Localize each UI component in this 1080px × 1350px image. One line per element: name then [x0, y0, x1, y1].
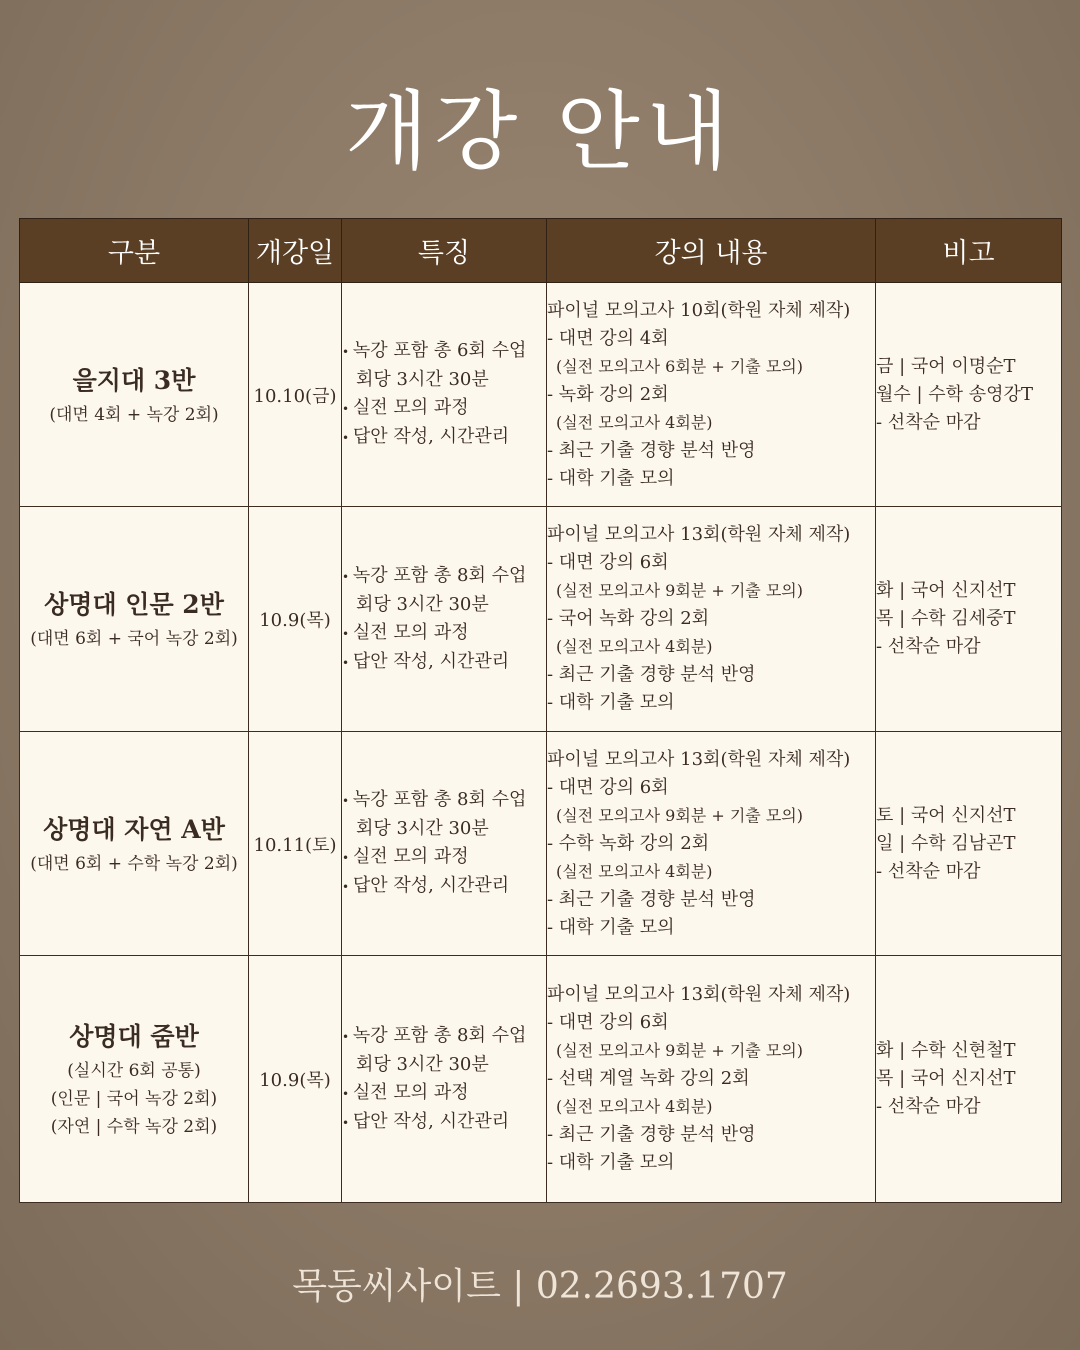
cell-notes [876, 732, 1062, 956]
footer-contact: 목동씨사이트 | 02.2693.1707 [292, 1266, 788, 1307]
note-line: 토 | 국어 신지선T [876, 804, 1016, 826]
content-line: - 대학 기출 모의 [547, 692, 675, 713]
content-line: - 최근 기출 경향 분석 반영 [547, 664, 756, 685]
class-composition: (인문 | 국어 녹강 2회) [50, 1089, 218, 1109]
content-line: - 최근 기출 경향 분석 반영 [547, 439, 756, 461]
content-line: (실전 모의고사 4회분) [556, 637, 713, 656]
class-composition: (대면 6회 + 국어 녹강 2회) [30, 629, 238, 649]
note-line: 화 | 수학 신현철T [876, 1040, 1016, 1061]
feature-text: 회당 3시간 30분 [356, 818, 489, 839]
cell-notes [876, 283, 1062, 507]
feature-item [342, 562, 546, 591]
feature-text: 실전 모의 과정 [352, 1081, 469, 1103]
feature-text: 답안 작성, 시간관리 [352, 875, 510, 896]
feature-item [342, 648, 546, 677]
bullet-icon: • [342, 851, 353, 865]
feature-item [342, 872, 546, 901]
feature-text: 회당 3시간 30분 [356, 1053, 489, 1075]
header-features: 특징 [342, 219, 547, 283]
class-name: 상명대 자연 A반 [43, 814, 225, 844]
cell-class-name [20, 283, 249, 507]
cell-class-name [20, 956, 249, 1203]
feature-text: 실전 모의 과정 [352, 621, 469, 643]
feature-text: 녹강 포함 총 8회 수업 [352, 1024, 527, 1046]
class-composition: (실시간 6회 공통) [67, 1061, 201, 1081]
table-row [20, 283, 1062, 507]
cell-features [342, 507, 547, 732]
feature-item [342, 619, 546, 648]
note-line: - 선착순 마감 [876, 1096, 981, 1117]
content-line: - 대면 강의 6회 [547, 1012, 669, 1033]
feature-item [342, 843, 546, 872]
cell-features [342, 956, 547, 1203]
cell-start-date: 10.9(목) [249, 956, 342, 1203]
class-name: 상명대 인문 2반 [44, 590, 224, 619]
note-line: 일 | 수학 김남곤T [876, 832, 1016, 854]
content-line: - 녹화 강의 2회 [547, 383, 669, 405]
cell-start-date: 10.11(토) [249, 732, 342, 956]
feature-text: 회당 3시간 30분 [356, 593, 489, 615]
bullet-icon: • [342, 880, 353, 894]
note-line: 목 | 수학 김세중T [876, 608, 1016, 629]
cell-features [342, 732, 547, 956]
note-line: 목 | 국어 신지선T [876, 1068, 1016, 1089]
note-line: 화 | 국어 신지선T [876, 580, 1016, 601]
feature-item [342, 1108, 546, 1137]
header-gubun: 구분 [20, 219, 249, 283]
content-line: - 대학 기출 모의 [547, 1152, 675, 1173]
feature-item [342, 423, 546, 452]
bullet-icon: • [342, 345, 353, 359]
content-line: (실전 모의고사 4회분) [556, 1097, 713, 1116]
bullet-icon: • [342, 431, 353, 445]
note-line: - 선착순 마감 [876, 860, 981, 882]
content-line: 파이널 모의고사 13회(학원 자체 제작) [547, 748, 851, 770]
feature-item [342, 1079, 546, 1108]
note-line: 월수 | 수학 송영강T [876, 383, 1033, 405]
content-line: (실전 모의고사 9회분 + 기출 모의) [556, 805, 803, 825]
content-line: - 대면 강의 4회 [547, 327, 669, 349]
schedule-table [19, 218, 1062, 1203]
table-row [20, 732, 1062, 956]
content-line: - 최근 기출 경향 분석 반영 [547, 1124, 756, 1145]
class-name: 을지대 3반 [72, 365, 196, 395]
cell-notes [876, 956, 1062, 1203]
header-start-date: 개강일 [249, 219, 342, 283]
note-line: - 선착순 마감 [876, 636, 981, 657]
feature-text: 녹강 포함 총 8회 수업 [352, 564, 527, 586]
content-line: - 최근 기출 경향 분석 반영 [547, 888, 756, 910]
cell-start-date: 10.9(목) [249, 507, 342, 732]
content-line: 파이널 모의고사 13회(학원 자체 제작) [547, 984, 851, 1005]
class-composition: (대면 4회 + 녹강 2회) [49, 404, 219, 425]
bullet-icon: • [342, 402, 353, 416]
content-line: - 선택 계열 녹화 강의 2회 [547, 1068, 750, 1089]
feature-item [342, 1022, 546, 1051]
cell-features [342, 283, 547, 507]
feature-item [342, 786, 546, 815]
class-composition: (자연 | 수학 녹강 2회) [50, 1117, 218, 1137]
bullet-icon: • [342, 655, 353, 670]
bullet-icon: • [342, 1115, 353, 1130]
feature-text: 녹강 포함 총 8회 수업 [352, 789, 527, 810]
feature-text: 실전 모의 과정 [352, 397, 469, 418]
feature-item [342, 366, 546, 394]
table-body [20, 283, 1062, 1203]
table-row [20, 956, 1062, 1203]
bullet-icon: • [342, 794, 353, 808]
feature-text: 실전 모의 과정 [352, 846, 469, 867]
content-line: - 대면 강의 6회 [547, 552, 669, 573]
feature-text: 회당 3시간 30분 [356, 369, 489, 390]
class-composition: (대면 6회 + 수학 녹강 2회) [30, 853, 238, 874]
content-line: - 대면 강의 6회 [547, 776, 669, 798]
cell-start-date: 10.10(금) [249, 283, 342, 507]
feature-text: 녹강 포함 총 6회 수업 [352, 340, 527, 361]
content-line: 파이널 모의고사 10회(학원 자체 제작) [547, 299, 851, 321]
class-name: 상명대 줌반 [69, 1022, 199, 1051]
bullet-icon: • [342, 1086, 353, 1101]
note-line: 금 | 국어 이명순T [876, 355, 1016, 377]
cell-notes [876, 507, 1062, 732]
content-line: - 국어 녹화 강의 2회 [547, 608, 710, 629]
content-line: (실전 모의고사 6회분 + 기출 모의) [556, 356, 803, 376]
cell-lecture-content [547, 732, 876, 956]
content-line: 파이널 모의고사 13회(학원 자체 제작) [547, 524, 851, 545]
header-notes: 비고 [876, 219, 1062, 283]
feature-item [342, 1051, 546, 1079]
page-title: 개강 안내 [345, 82, 735, 182]
feature-text: 답안 작성, 시간관리 [352, 650, 510, 672]
content-line: (실전 모의고사 9회분 + 기출 모의) [556, 581, 803, 600]
cell-lecture-content [547, 507, 876, 732]
bullet-icon: • [342, 626, 353, 641]
content-line: - 대학 기출 모의 [547, 916, 675, 938]
feature-item [342, 337, 546, 366]
cell-lecture-content [547, 283, 876, 507]
feature-text: 답안 작성, 시간관리 [352, 426, 510, 447]
content-line: - 수학 녹화 강의 2회 [547, 832, 710, 854]
bullet-icon: • [342, 569, 353, 584]
feature-text: 답안 작성, 시간관리 [352, 1110, 510, 1132]
cell-lecture-content [547, 956, 876, 1203]
content-line: - 대학 기출 모의 [547, 467, 675, 489]
content-line: (실전 모의고사 4회분) [556, 861, 713, 881]
header-row [20, 219, 1062, 283]
content-line: (실전 모의고사 4회분) [556, 412, 713, 432]
feature-item [342, 591, 546, 619]
note-line: - 선착순 마감 [876, 411, 981, 433]
content-line: (실전 모의고사 9회분 + 기출 모의) [556, 1041, 803, 1060]
feature-item [342, 815, 546, 843]
feature-item [342, 394, 546, 423]
cell-class-name [20, 507, 249, 732]
cell-class-name [20, 732, 249, 956]
header-lecture-content: 강의 내용 [547, 219, 876, 283]
bullet-icon: • [342, 1029, 353, 1044]
table-row [20, 507, 1062, 732]
